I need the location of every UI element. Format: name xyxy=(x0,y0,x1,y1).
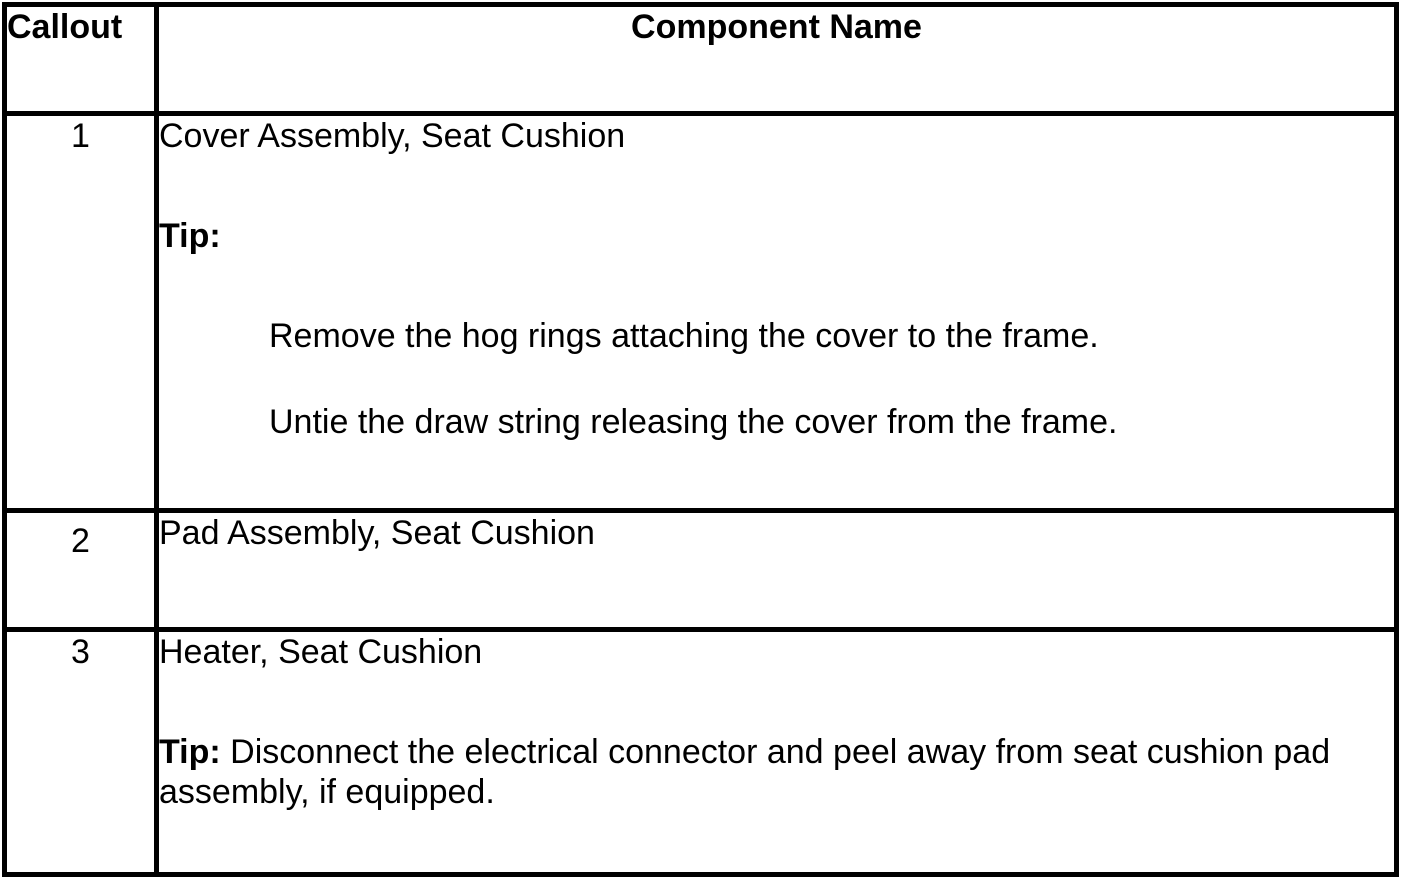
column-header-callout: Callout xyxy=(5,5,157,114)
table-header-row xyxy=(5,5,1397,114)
component-name: Cover Assembly, Seat Cushion xyxy=(159,117,626,155)
component-name-cell xyxy=(157,511,1397,630)
tip-steps xyxy=(159,316,1394,442)
component-table xyxy=(2,2,1399,877)
component-name: Heater, Seat Cushion xyxy=(159,633,483,671)
tip-step: Remove the hog rings attaching the cover to the frame. xyxy=(269,317,1099,355)
tip-paragraph xyxy=(159,732,1394,812)
component-name: Pad Assembly, Seat Cushion xyxy=(159,514,595,552)
callout-number: 1 xyxy=(5,114,157,511)
tip-label: Tip: xyxy=(159,217,221,255)
table-row xyxy=(5,114,1397,511)
table-row xyxy=(5,630,1397,875)
column-header-component-name: Component Name xyxy=(157,5,1397,114)
callout-number: 3 xyxy=(5,630,157,875)
table-row xyxy=(5,511,1397,630)
tip-text: Disconnect the electrical connector and peel away from seat cushion pad assembly, if equipped. xyxy=(159,733,1331,811)
component-name-cell xyxy=(157,630,1397,875)
tip-label: Tip: xyxy=(159,733,221,771)
callout-number: 2 xyxy=(5,511,157,630)
component-name-cell xyxy=(157,114,1397,511)
tip-step: Untie the draw string releasing the cover from the frame. xyxy=(269,403,1118,441)
